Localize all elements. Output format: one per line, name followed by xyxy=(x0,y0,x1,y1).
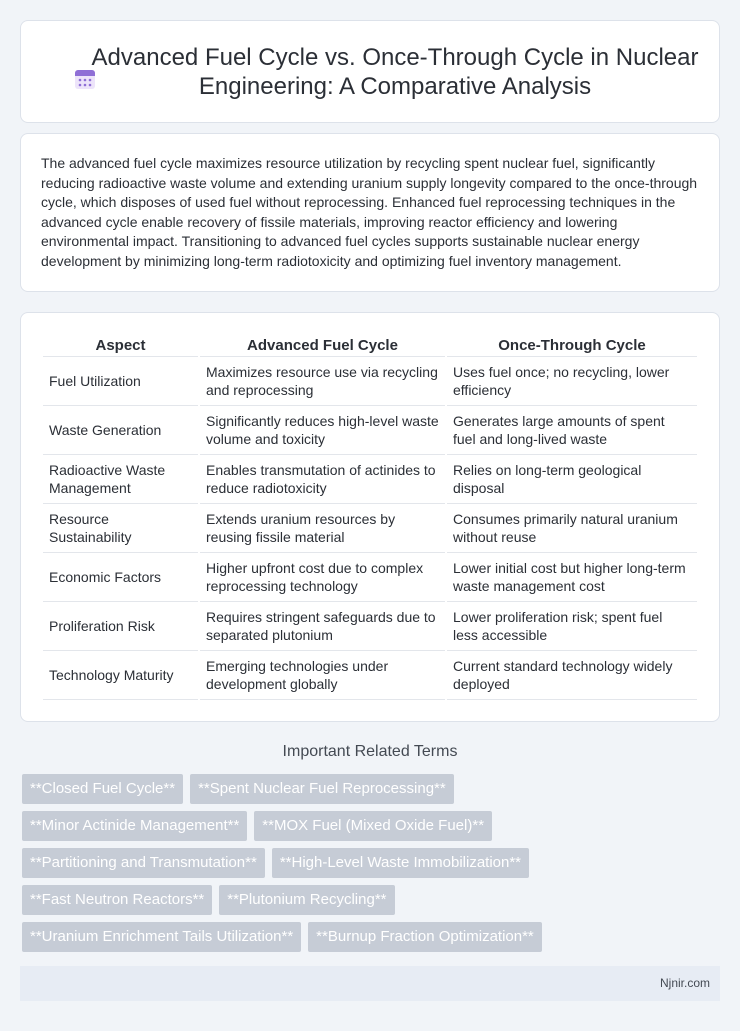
page-title: Advanced Fuel Cycle vs. Once-Through Cycle in Nuclear Engineering: A Comparative Analysis xyxy=(91,44,699,100)
tag-row xyxy=(22,848,662,878)
cell-once-through: Lower proliferation risk; spent fuel less accessible xyxy=(447,602,697,651)
cell-once-through: Lower initial cost but higher long-term waste management cost xyxy=(447,553,697,602)
cell-advanced: Higher upfront cost due to complex reprocessing technology xyxy=(200,553,445,602)
related-terms-heading: Important Related Terms xyxy=(282,743,458,760)
column-header-advanced: Advanced Fuel Cycle xyxy=(200,335,445,357)
tag-row xyxy=(22,922,662,952)
cell-aspect: Proliferation Risk xyxy=(43,602,198,651)
related-term-tag[interactable]: **Plutonium Recycling** xyxy=(219,885,394,915)
table-row xyxy=(43,357,697,406)
related-term-tag[interactable]: **Fast Neutron Reactors** xyxy=(22,885,212,915)
related-term-tag[interactable]: **Partitioning and Transmutation** xyxy=(22,848,265,878)
cell-once-through: Current standard technology widely deployed xyxy=(447,651,697,700)
cell-advanced: Extends uranium resources by reusing fissile material xyxy=(200,504,445,553)
title-card xyxy=(20,20,720,123)
cell-once-through: Generates large amounts of spent fuel and long-lived waste xyxy=(447,406,697,455)
column-header-aspect: Aspect xyxy=(43,335,198,357)
table-row xyxy=(43,406,697,455)
footer xyxy=(20,966,720,1001)
cell-aspect: Economic Factors xyxy=(43,553,198,602)
intro-paragraph: The advanced fuel cycle maximizes resource utilization by recycling spent nuclear fuel, significantly reducing radioactive waste volume and extending uranium supply longevity compared to the once-through cycle, which disposes of used fuel without reprocessing. Enhanced fuel reprocessing techniques in the advanced cycle enable recovery of fissile materials, improving reactor efficiency and lowering environmental impact. Transitioning to advanced fuel cycles supports sustainable nuclear energy development by minimizing long-term radiotoxicity and optimizing fuel inventory management. xyxy=(41,155,698,269)
cell-advanced: Significantly reduces high-level waste volume and toxicity xyxy=(200,406,445,455)
related-term-tag[interactable]: **Spent Nuclear Fuel Reprocessing** xyxy=(190,774,454,804)
cell-advanced: Maximizes resource use via recycling and reprocessing xyxy=(200,357,445,406)
cell-advanced: Requires stringent safeguards due to separated plutonium xyxy=(200,602,445,651)
table-header-row xyxy=(43,335,697,357)
cell-aspect: Technology Maturity xyxy=(43,651,198,700)
column-header-once-through: Once-Through Cycle xyxy=(447,335,697,357)
cell-aspect: Radioactive Waste Management xyxy=(43,455,198,504)
related-term-tag[interactable]: **Uranium Enrichment Tails Utilization** xyxy=(22,922,301,952)
cell-aspect: Resource Sustainability xyxy=(43,504,198,553)
comparison-table-card xyxy=(20,312,720,722)
cell-aspect: Waste Generation xyxy=(43,406,198,455)
intro-card xyxy=(20,133,720,292)
cell-once-through: Relies on long-term geological disposal xyxy=(447,455,697,504)
cell-once-through: Uses fuel once; no recycling, lower efficiency xyxy=(447,357,697,406)
cell-once-through: Consumes primarily natural uranium without reuse xyxy=(447,504,697,553)
related-term-tag[interactable]: **MOX Fuel (Mixed Oxide Fuel)** xyxy=(254,811,492,841)
cell-advanced: Enables transmutation of actinides to reduce radiotoxicity xyxy=(200,455,445,504)
tag-row xyxy=(22,811,662,841)
cell-advanced: Emerging technologies under development globally xyxy=(200,651,445,700)
table-row xyxy=(43,504,697,553)
cell-aspect: Fuel Utilization xyxy=(43,357,198,406)
related-term-tag[interactable]: **Burnup Fraction Optimization** xyxy=(308,922,542,952)
comparison-table xyxy=(41,335,699,700)
table-row xyxy=(43,553,697,602)
related-term-tag[interactable]: **Closed Fuel Cycle** xyxy=(22,774,183,804)
footer-site-link[interactable]: Njnir.com xyxy=(659,976,710,990)
table-row xyxy=(43,651,697,700)
table-row xyxy=(43,455,697,504)
related-term-tag[interactable]: **Minor Actinide Management** xyxy=(22,811,247,841)
tag-row xyxy=(22,774,662,804)
related-term-tag[interactable]: **High-Level Waste Immobilization** xyxy=(272,848,529,878)
tag-row xyxy=(22,885,662,915)
related-terms-list xyxy=(22,774,662,959)
table-row xyxy=(43,602,697,651)
